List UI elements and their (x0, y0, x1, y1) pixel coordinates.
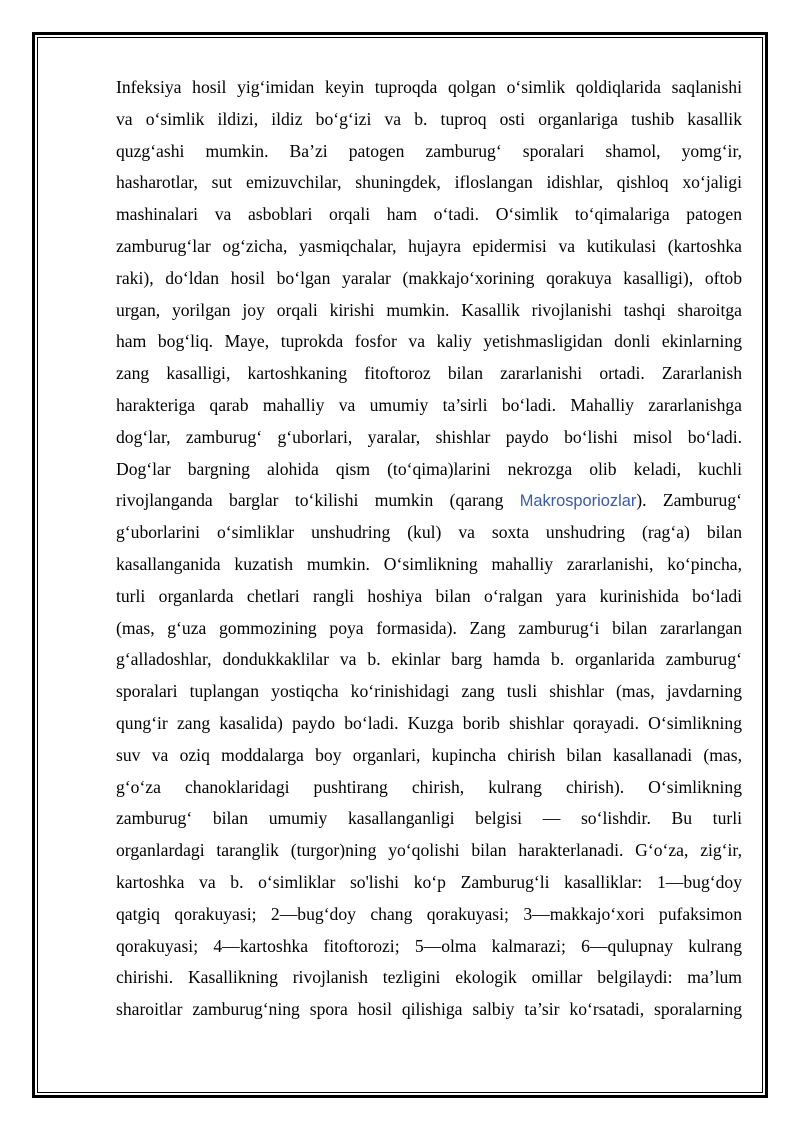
text-line: zamburug‘lar og‘zicha, yasmiqchalar, hujayra epidermisi va kutikulasi (kartoshka (116, 235, 742, 256)
text-line: g‘alladoshlar, dondukkaklilar va b. ekinlar barg hamda b. organlarida zamburug‘ (116, 649, 742, 670)
text-line: qung‘ir zang kasalida) paydo bo‘ladi. Kuzga borib shishlar qorayadi. O‘simlikning (116, 712, 742, 733)
text-line: hasharotlar, sut emizuvchilar, shuningdek, ifloslangan idishlar, qishloq xo‘jaligi (116, 172, 742, 193)
text-line: chirishi. Kasallikning rivojlanish tezligini ekologik omillar belgilaydi: ma’lum (116, 967, 742, 988)
text-line: sharoitlar zamburug‘ning spora hosil qilishiga salbiy ta’sir ko‘rsatadi, sporalarning (116, 999, 742, 1020)
text-line: Dog‘lar bargning alohida qism (to‘qima)larini nekrozga olib keladi, kuchli (116, 458, 742, 479)
text-line: kartoshka va b. o‘simliklar so'lishi ko‘p Zamburug‘li kasalliklar: 1—bug‘doy (116, 871, 742, 892)
text-line: qorakuyasi; 4—kartoshka fitoftorozi; 5—olma kalmarazi; 6—qulupnay kulrang (116, 935, 742, 956)
text-line: g‘uborlarini o‘simliklar unshudring (kul) va soxta unshudring (rag‘a) bilan (116, 522, 742, 543)
text-line: ham bog‘liq. Maye, tuprokda fosfor va kaliy yetishmasligidan donli ekinlarning (116, 331, 742, 352)
text-line-with-link (116, 485, 742, 517)
document-body-text (116, 72, 742, 1026)
link-line-before: rivojlanganda barglar to‘kilishi mumkin (qarang (116, 490, 520, 511)
text-line: organlardagi taranglik (turgor)ning yo‘qolishi bilan harakterlanadi. G‘o‘za, zig‘ir, (116, 840, 742, 861)
text-line: quzg‘ashi mumkin. Ba’zi patogen zamburug‘ sporalari shamol, yomg‘ir, (116, 140, 742, 161)
link-line-after: ). Zamburug‘ (636, 490, 742, 511)
text-line: va o‘simlik ildizi, ildiz bo‘g‘izi va b. tuproq osti organlariga tushib kasallik (116, 108, 742, 129)
text-line: qatgiq qorakuyasi; 2—bug‘doy chang qorakuyasi; 3—makkajo‘xori pufaksimon (116, 903, 742, 924)
text-line: urgan, yorilgan joy orqali kirishi mumkin. Kasallik rivojlanishi tashqi sharoitga (116, 299, 742, 320)
text-line: suv va oziq moddalarga boy organlari, kupincha chirish bilan kasallanadi (mas, (116, 744, 742, 765)
text-line: turli organlarda chetlari rangli hoshiya bilan o‘ralgan yara kurinishida bo‘ladi (116, 585, 742, 606)
text-line: dog‘lar, zamburug‘ g‘uborlari, yaralar, shishlar paydo bo‘lishi misol bo‘ladi. (116, 426, 742, 447)
text-line: zamburug‘ bilan umumiy kasallanganligi belgisi — so‘lishdir. Bu turli (116, 808, 742, 829)
text-line: kasallanganida kuzatish mumkin. O‘simlikning mahalliy zararlanishi, ko‘pincha, (116, 553, 742, 574)
text-line: sporalari tuplangan yostiqcha ko‘rinishidagi zang tusli shishlar (mas, javdarning (116, 681, 742, 702)
text-line: (mas, g‘uza gommozining poya formasida). Zang zamburug‘i bilan zararlangan (116, 617, 742, 638)
text-line: zang kasalligi, kartoshkaning fitoftoroz bilan zararlanishi ortadi. Zararlanish (116, 363, 742, 384)
text-line: g‘o‘za chanoklaridagi pushtirang chirish, kulrang chirish). O‘simlikning (116, 776, 742, 797)
makrosporiozlar-link[interactable]: Makrosporiozlar (519, 492, 637, 511)
text-line: harakteriga qarab mahalliy va umumiy ta’sirli bo‘ladi. Mahalliy zararlanishga (116, 394, 742, 415)
text-line: mashinalari va asboblari orqali ham o‘tadi. O‘simlik to‘qimalariga patogen (116, 204, 742, 225)
text-line: raki), do‘ldan hosil bo‘lgan yaralar (makkajo‘xorining qorakuya kasalligi), oftob (116, 267, 742, 288)
text-line: Infeksiya hosil yig‘imidan keyin tuproqda qolgan o‘simlik qoldiqlarida saqlanishi (116, 77, 742, 97)
